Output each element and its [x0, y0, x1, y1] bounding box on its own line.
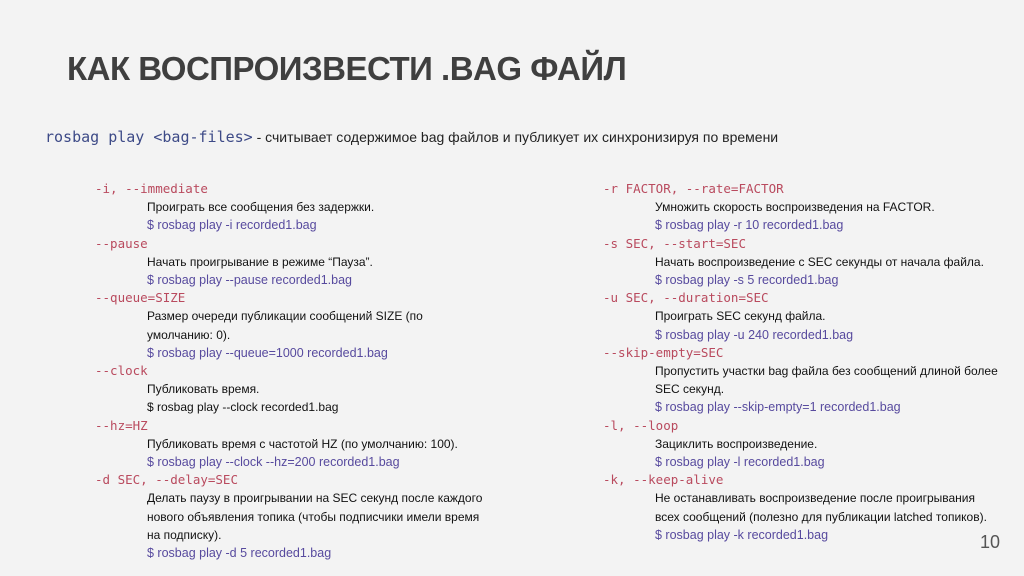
option-example: $ rosbag play --queue=1000 recorded1.bag	[147, 345, 388, 360]
option-block	[603, 235, 1024, 290]
option-flag: -k, --keep-alive	[603, 472, 724, 488]
option-description: умолчанию: 0).	[147, 327, 231, 342]
option-block	[95, 180, 525, 235]
option-block	[95, 235, 525, 290]
option-description: Зациклить воспроизведение.	[655, 436, 818, 451]
option-description: Проиграть все сообщения без задержки.	[147, 200, 375, 215]
option-description: Публиковать время с частотой HZ (по умолчанию: 100).	[147, 436, 458, 451]
option-description: на подписку).	[147, 527, 222, 542]
option-description: Проиграть SEC секунд файла.	[655, 309, 826, 324]
option-block	[95, 362, 525, 417]
option-flag: -l, --loop	[603, 417, 679, 433]
option-example: $ rosbag play --pause recorded1.bag	[147, 273, 352, 288]
option-block	[603, 289, 1024, 344]
option-example: $ rosbag play -s 5 recorded1.bag	[655, 273, 839, 288]
command-description: - считывает содержимое bag файлов и публикует их синхронизируя по времени	[252, 129, 779, 145]
option-example: $ rosbag play --clock --hz=200 recorded1.bag	[147, 455, 400, 470]
option-flag: --skip-empty=SEC	[603, 344, 724, 360]
option-description: Пропустить участки bag файла без сообщений длиной более	[655, 364, 998, 379]
option-flag: -s SEC, --start=SEC	[603, 235, 746, 251]
option-example: $ rosbag play -r 10 recorded1.bag	[655, 218, 844, 233]
option-flag: -r FACTOR, --rate=FACTOR	[603, 181, 784, 196]
option-description: SEC секунд.	[655, 382, 725, 397]
option-example: $ rosbag play --skip-empty=1 recorded1.bag	[655, 400, 901, 415]
option-block	[95, 471, 525, 562]
option-flag: -i, --immediate	[95, 181, 208, 196]
option-description: Не останавливать воспроизведение после проигрывания	[655, 491, 975, 506]
option-block	[603, 180, 1024, 235]
page-title: КАК ВОСПРОИЗВЕСТИ .BAG ФАЙЛ	[67, 50, 627, 87]
option-example: $ rosbag play -k recorded1.bag	[655, 527, 829, 542]
right-options-column	[603, 180, 1024, 544]
option-flag: -d SEC, --delay=SEC	[95, 472, 238, 488]
option-description: всех сообщений (полезно для публикации latched топиков).	[655, 509, 987, 524]
command-summary	[45, 128, 778, 146]
option-description: Начать воспроизведение с SEC секунды от начала файла.	[655, 254, 984, 269]
page-number: 10	[979, 532, 1000, 552]
option-flag: --clock	[95, 363, 148, 379]
option-block	[95, 289, 525, 362]
option-description: Начать проигрывание в режиме “Пауза”.	[147, 254, 373, 269]
option-example: $ rosbag play -l recorded1.bag	[655, 455, 825, 470]
option-flag: -u SEC, --duration=SEC	[603, 290, 769, 306]
option-description: Размер очереди публикации сообщений SIZE (по	[147, 309, 423, 324]
option-description: Делать паузу в проигрывании на SEC секунд после каждого	[147, 491, 483, 506]
option-block	[603, 471, 1024, 544]
option-description: нового объявления топика (чтобы подписчики имели время	[147, 509, 480, 524]
option-description: Публиковать время.	[147, 382, 260, 397]
option-example: $ rosbag play -u 240 recorded1.bag	[655, 327, 854, 342]
option-flag: --hz=HZ	[95, 417, 148, 433]
option-example: $ rosbag play -d 5 recorded1.bag	[147, 546, 332, 561]
option-block	[95, 417, 525, 472]
left-options-column	[95, 180, 525, 562]
option-example: $ rosbag play --clock recorded1.bag	[147, 400, 339, 415]
option-flag: --pause	[95, 235, 148, 251]
option-block	[603, 344, 1024, 417]
option-block	[603, 417, 1024, 472]
option-flag: --queue=SIZE	[95, 290, 186, 306]
command-syntax: rosbag play <bag-files>	[45, 128, 253, 146]
option-description: Умножить скорость воспроизведения на FACTOR.	[655, 200, 935, 215]
option-example: $ rosbag play -i recorded1.bag	[147, 218, 317, 233]
